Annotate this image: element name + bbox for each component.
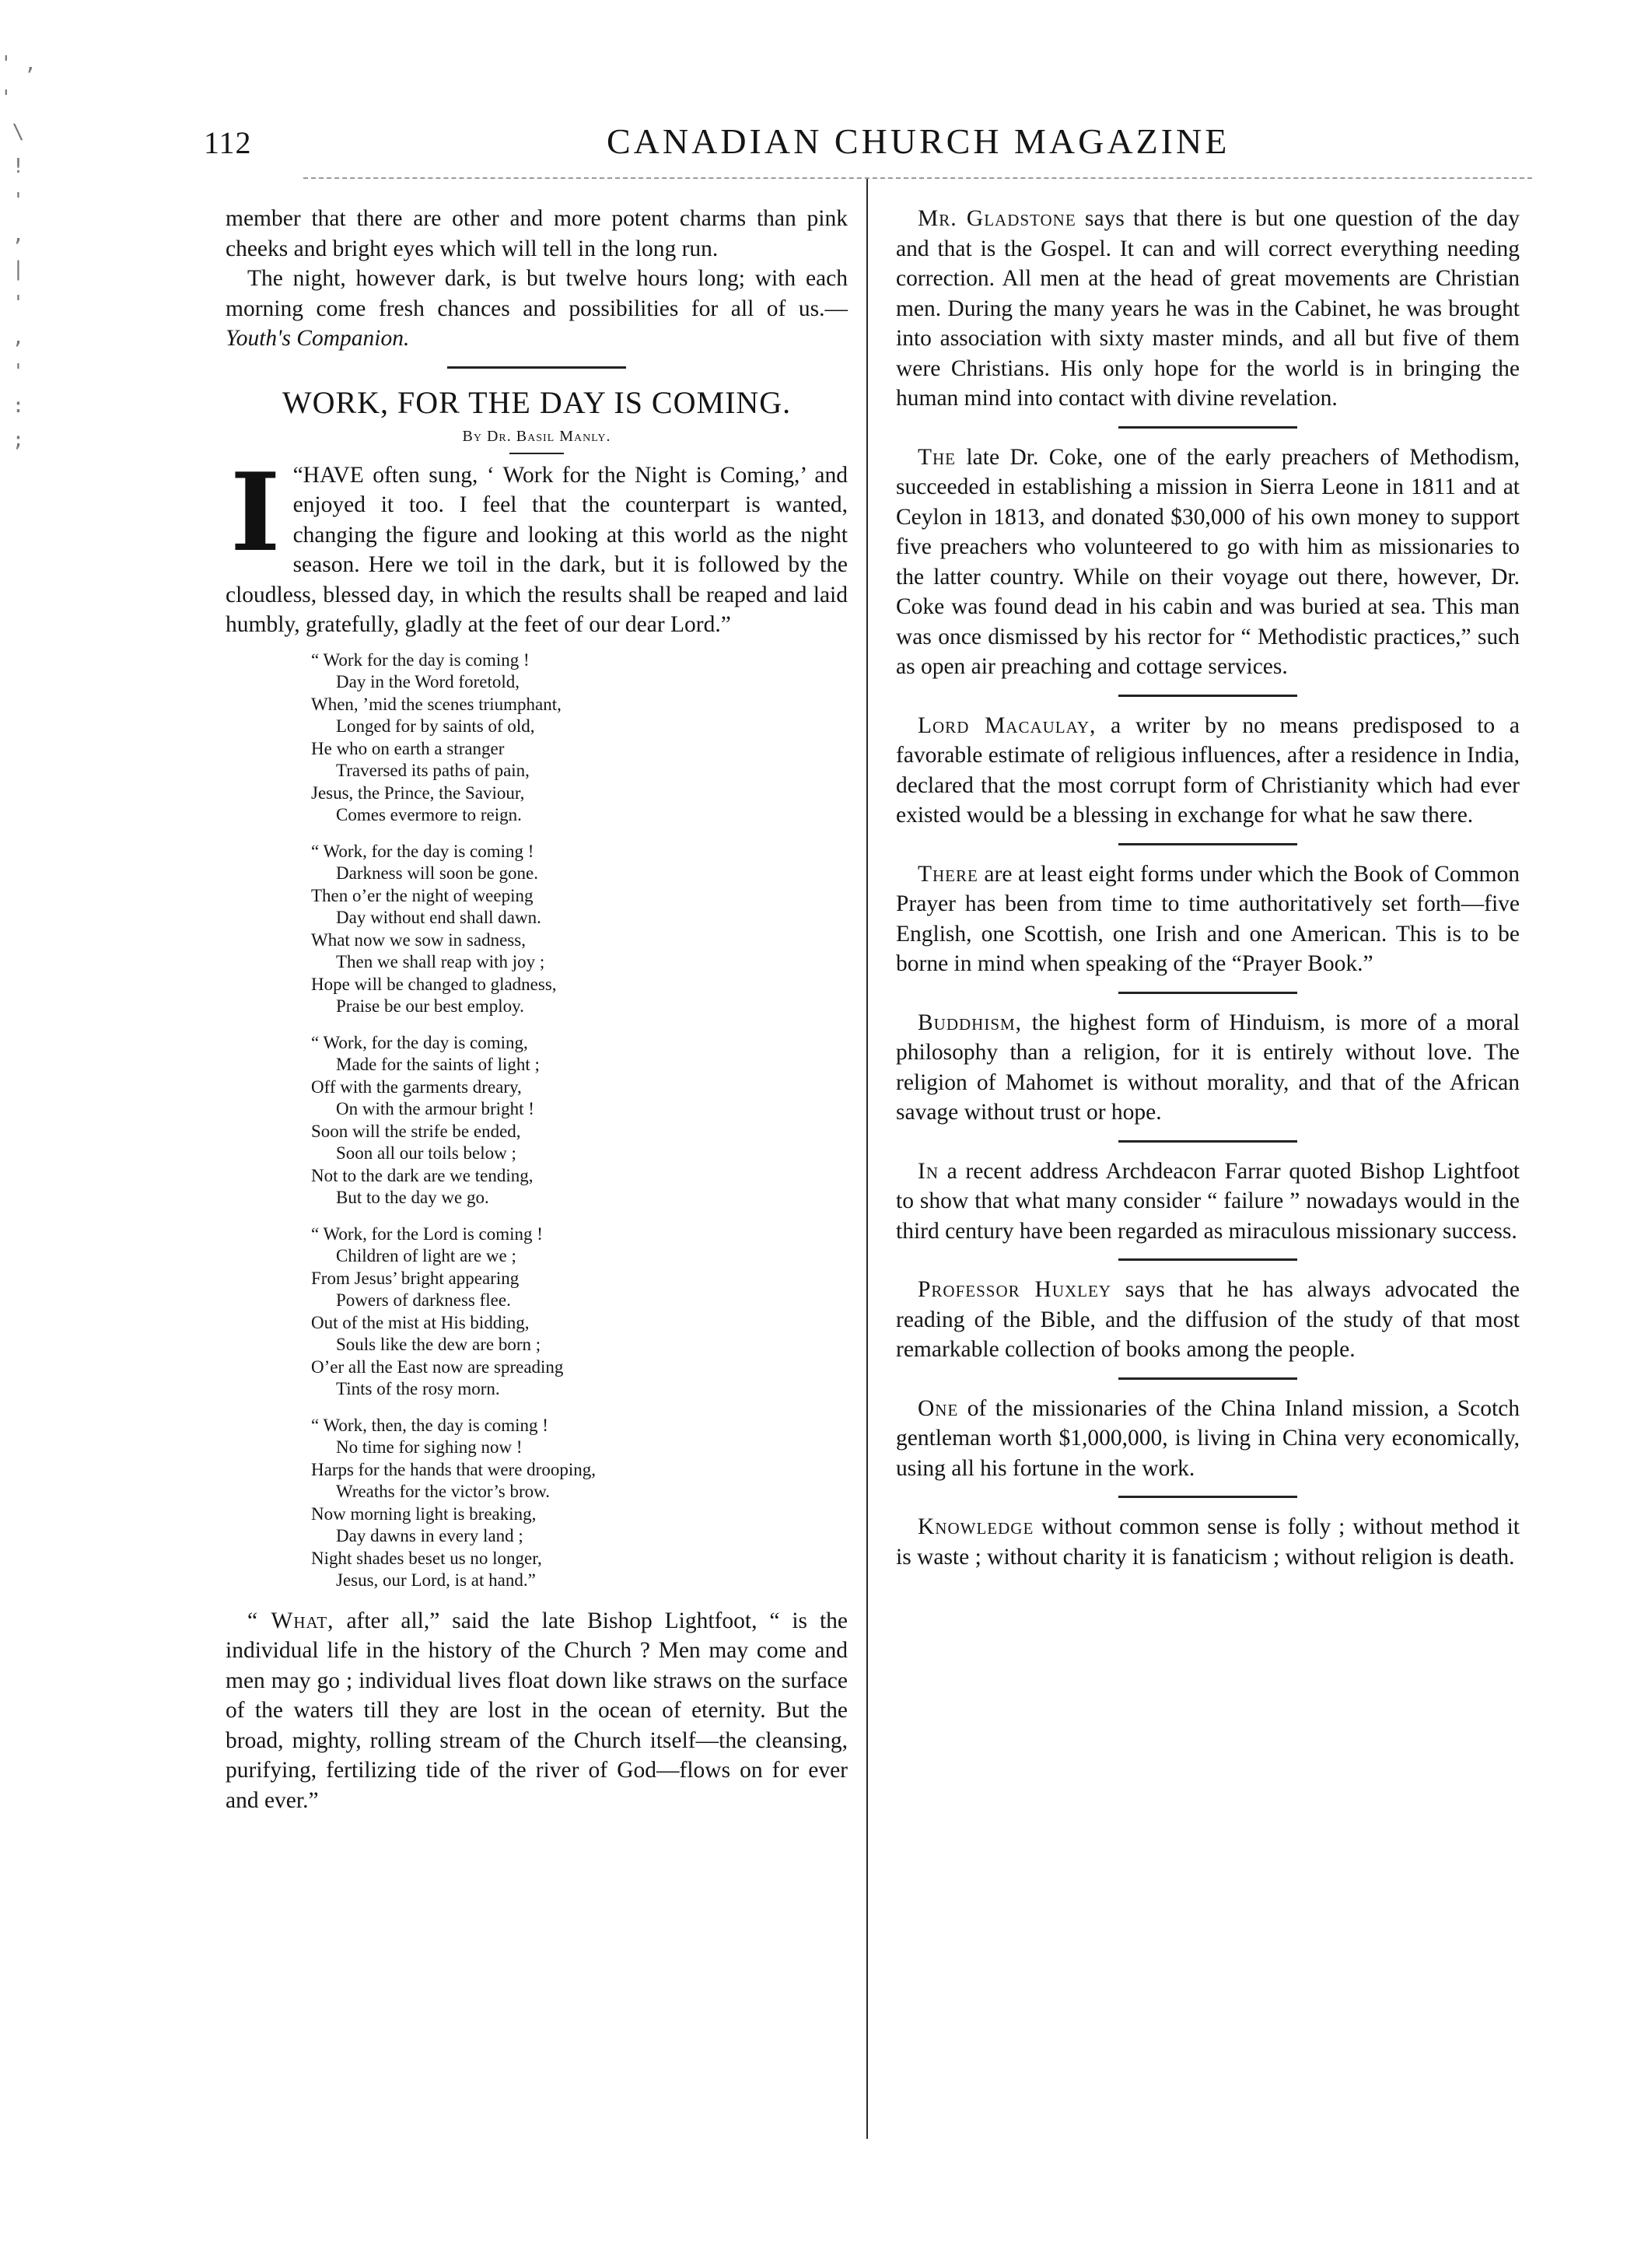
paragraph-lead: There (918, 861, 978, 887)
right-column (896, 204, 1520, 1575)
lightfoot-paragraph (226, 1606, 848, 1816)
verse-line: Day dawns in every land ; (336, 1526, 523, 1545)
verse-line: Traversed its paths of pain, (336, 761, 530, 780)
verse-line: O’er all the East now are spreading (311, 1356, 564, 1377)
article-body (226, 448, 848, 640)
verse-line: Powers of darkness flee. (336, 1290, 511, 1310)
drop-cap-letter: I (230, 448, 281, 576)
running-title: CANADIAN CHURCH MAGAZINE (607, 121, 1230, 161)
paragraph-body: of the missionaries of the China Inland mission, a Scotch gentleman worth $1,000,000, is living in China very economically, using all his fortune in the work. (896, 1395, 1520, 1481)
verse-line: On with the armour bright ! (336, 1099, 534, 1118)
verse-line: Harps for the hands that were drooping, (311, 1459, 596, 1479)
paragraph-lead: Buddhism, (918, 1010, 1023, 1035)
header-rule (303, 177, 1532, 179)
article-byline: By Dr. Basil Manly. (462, 427, 611, 445)
stanza (311, 1032, 848, 1209)
paragraph-lead: Mr. Gladstone (918, 206, 1076, 231)
left-column (226, 204, 848, 1815)
open-quote: “ (292, 462, 303, 488)
verse-line: Out of the mist at His bidding, (311, 1312, 530, 1332)
paragraph-lead: In (918, 1158, 939, 1184)
verse-line: Wreaths for the victor’s brow. (336, 1482, 550, 1501)
verse-line: He who on earth a stranger (311, 738, 505, 758)
paragraph-lead: Knowledge (918, 1514, 1034, 1539)
paragraph-macaulay (896, 711, 1520, 831)
section-rule (1118, 1140, 1297, 1143)
intro-paragraph-1: member that there are other and more potent charms than pink cheeks and bright eyes which will tell in the long run. (226, 206, 848, 261)
verse-line: Day without end shall dawn. (336, 908, 541, 927)
verse-line: Not to the dark are we tending, (311, 1165, 534, 1185)
verse-line: Jesus, the Prince, the Saviour, (311, 782, 525, 803)
lightfoot-lead: “ What, (247, 1608, 334, 1633)
stanza (311, 841, 848, 1018)
section-rule (1118, 1377, 1297, 1380)
section-rule (1118, 992, 1297, 994)
stanza (311, 1223, 848, 1401)
stanza (311, 1415, 848, 1592)
stanza (311, 649, 848, 827)
verse-line: When, ’mid the scenes triumphant, (311, 694, 562, 714)
verse-line: “ Work for the day is coming ! (311, 649, 530, 670)
paragraph-lead: One (918, 1395, 959, 1421)
paragraph-china-inland (896, 1394, 1520, 1484)
verse-line: “ Work, for the Lord is coming ! (311, 1223, 543, 1244)
verse-line: Children of light are we ; (336, 1246, 516, 1265)
paragraph-lead: The (918, 444, 957, 470)
paragraph-body: are at least eight forms under which the Book of Common Prayer has been from time to time authoritatively set forth—five English, one Scottish, one Irish and one American. This is to be borne in mind when speaking of the “Prayer Book.” (896, 861, 1520, 976)
verse-line: But to the day we go. (336, 1188, 489, 1207)
paragraph-buddhism (896, 1008, 1520, 1128)
verse-line: Hope will be changed to gladness, (311, 974, 557, 994)
verse-line: Tints of the rosy morn. (336, 1379, 500, 1398)
hymn-verses (311, 649, 848, 1592)
verse-line: From Jesus’ bright appearing (311, 1268, 520, 1288)
intro-source: Youth's Companion. (226, 326, 410, 351)
section-rule (1118, 1258, 1297, 1261)
column-divider (866, 179, 868, 2139)
verse-line: Soon all our toils below ; (336, 1143, 516, 1163)
verse-line: Soon will the strife be ended, (311, 1121, 521, 1141)
paragraph-body: says that there is but one question of the day and that is the Gospel. It can and will correct everything needing correction. All men at the head of great movements are Christian men. During the many years he was in the Cabinet, he was brought into association with sixty master minds, and all but five of them were Christians. His only hope for the world is in bringing the human mind into contact with divine revelation. (896, 206, 1520, 411)
byline-rule (509, 453, 564, 454)
paragraph-body: a recent address Archdeacon Farrar quoted Bishop Lightfoot to show that what many consider “ failure ” nowadays would in the third century have been regarded as miraculous missionary success. (896, 1158, 1520, 1244)
verse-line: Night shades beset us no longer, (311, 1548, 542, 1568)
paragraph-lead: Professor Huxley (918, 1277, 1111, 1302)
intro-paragraph-2 (226, 264, 848, 354)
page-number: 112 (204, 125, 252, 160)
section-rule (447, 366, 626, 369)
lightfoot-body: after all,” said the late Bishop Lightfoot, “ is the individual life in the history of the Church ? Men may come and men may go ; individual lives float down like straws on the surface of the waters till they are lost in the ocean of eternity. But the broad, mighty, rolling stream of the Church itself—the cleansing, purifying, fertilizing tide of the river of God—flows on for ever and ever.” (226, 1608, 848, 1813)
verse-line: Off with the garments dreary, (311, 1076, 522, 1097)
margin-scan-marks: ' , ' \ ! ' , | ' , ' : ; (0, 52, 37, 452)
paragraph-body: late Dr. Coke, one of the early preachers of Methodism, succeeded in establishing a mission in Sierra Leone in 1811 and at Ceylon in 1813, and donated $30,000 of his own money to support five preachers who volunteered to go with him as missionaries to the latter country. While on their voyage out there, however, Dr. Coke was found dead in his cabin and was buried at sea. This man was once dismissed by his rector for “ Methodistic practices,” such as open air preaching and cottage services. (896, 444, 1520, 679)
verse-line: “ Work, for the day is coming, (311, 1032, 528, 1052)
section-rule (1118, 695, 1297, 697)
verse-line: Longed for by saints of old, (336, 716, 535, 736)
verse-line: Now morning light is breaking, (311, 1503, 537, 1524)
verse-line: Praise be our best employ. (336, 996, 524, 1016)
verse-line: Then o’er the night of weeping (311, 885, 534, 905)
verse-line: “ Work, then, the day is coming ! (311, 1415, 548, 1435)
paragraph-body: the highest form of Hinduism, is more of a moral philosophy than a religion, for it is entirely without love. The religion of Mahomet is without morality, and that of the African savage without trust or hope. (896, 1010, 1520, 1125)
paragraph-huxley (896, 1275, 1520, 1365)
section-rule (1118, 426, 1297, 429)
paragraph-body: says that he has always advocated the reading of the Bible, and the diffusion of the study of that most remarkable collection of books among the people. (896, 1277, 1520, 1362)
verse-line: No time for sighing now ! (336, 1437, 523, 1457)
verse-line: Souls like the dew are born ; (336, 1335, 541, 1354)
paragraph-gladstone (896, 204, 1520, 414)
section-rule (1118, 843, 1297, 845)
paragraph-farrar (896, 1157, 1520, 1247)
verse-line: Jesus, our Lord, is at hand.” (336, 1570, 536, 1590)
verse-line: Made for the saints of light ; (336, 1055, 540, 1074)
intro-paragraph-2-text: The night, however dark, is but twelve hours long; with each morning come fresh chances and possibilities for all of us.— (226, 266, 848, 321)
article-body-text: HAVE often sung, ‘ Work for the Night is Coming,’ and enjoyed it too. I feel that the counterpart is wanted, changing the figure and looking at this world as the night season. Here we toil in the dark, but it is followed by the cloudless, blessed day, in which the results shall be reaped and laid humbly, gratefully, gladly at the feet of our dear Lord.” (226, 462, 848, 637)
verse-line: Day in the Word foretold, (336, 672, 520, 691)
paragraph-prayer-book (896, 859, 1520, 979)
verse-line: “ Work, for the day is coming ! (311, 841, 534, 861)
paragraph-lead: Lord Macaulay, (918, 712, 1097, 738)
verse-line: Then we shall reap with joy ; (336, 952, 545, 971)
section-rule (1118, 1496, 1297, 1498)
verse-line: Comes evermore to reign. (336, 805, 522, 824)
paragraph-body: without common sense is folly ; without method it is waste ; without charity it is fanaticism ; without religion is death. (896, 1514, 1520, 1570)
verse-line: What now we sow in sadness, (311, 929, 526, 950)
paragraph-body: a writer by no means predisposed to a favorable estimate of religious influences, after a residence in India, declared that the most corrupt form of Christianity which had ever existed would be a blessing in exchange for what he saw there. (896, 712, 1520, 828)
verse-line: Darkness will soon be gone. (336, 863, 538, 883)
article-title: WORK, FOR THE DAY IS COMING. (282, 384, 792, 420)
paragraph-knowledge (896, 1512, 1520, 1572)
paragraph-coke (896, 443, 1520, 682)
